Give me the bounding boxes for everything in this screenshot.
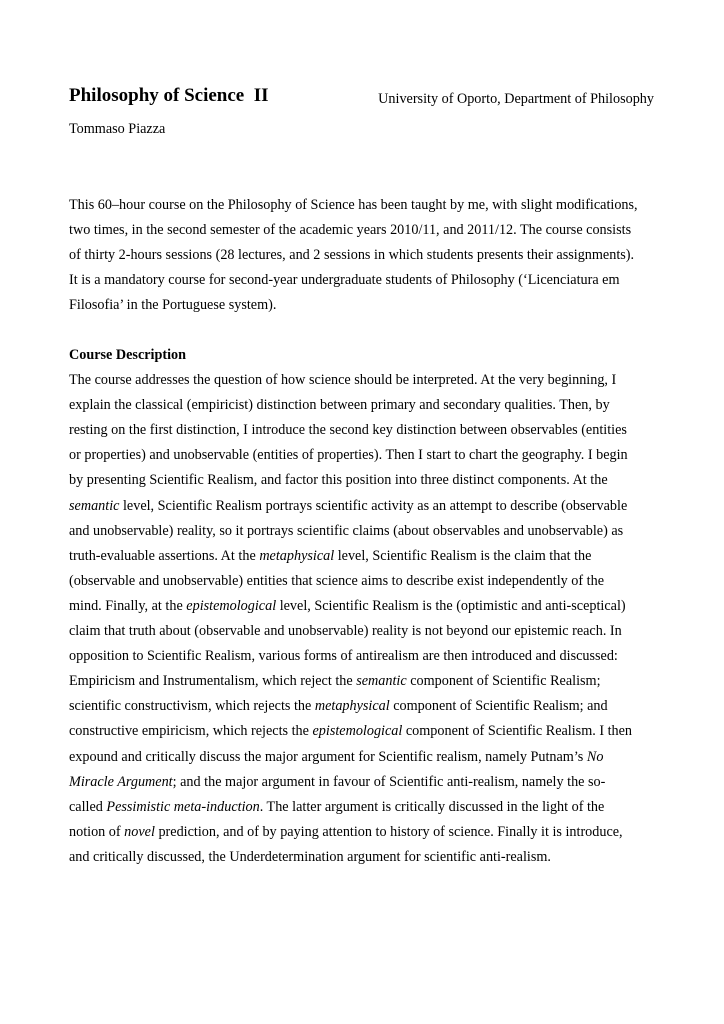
text-run: and critically discussed, the Underdetermination argument for scientific anti-realism. <box>69 848 551 865</box>
text-run: level, Scientific Realism is the claim that the <box>334 547 592 564</box>
body-line <box>69 368 665 393</box>
document-title: Philosophy of Science II <box>69 85 269 106</box>
italic-term: semantic <box>69 497 120 514</box>
italic-term: Pessimistic meta-induction <box>106 798 260 815</box>
text-run: component of Scientific Realism. I then <box>402 723 633 740</box>
text-run: mind. Finally, at the <box>69 597 187 614</box>
italic-term: semantic <box>356 673 407 690</box>
text-run: called <box>69 798 107 815</box>
italic-term: Miracle Argument <box>69 773 173 790</box>
body-line <box>69 418 665 443</box>
text-run: truth-evaluable assertions. At the <box>69 547 260 564</box>
text-run: (observable and unobservable) entities that science aims to describe exist independently of the <box>69 572 605 589</box>
body-line <box>69 669 665 694</box>
text-run: Empiricism and Instrumentalism, which reject the <box>69 673 357 690</box>
text-run: ; and the major argument in favour of Scientific anti-realism, namely the so- <box>172 773 606 790</box>
body-line <box>69 845 665 870</box>
author-name: Tommaso Piazza <box>69 121 166 137</box>
course-description-body <box>69 368 665 870</box>
text-run: prediction, and of by paying attention to history of science. Finally it is introduce, <box>154 823 623 840</box>
body-line <box>69 644 665 669</box>
body-line <box>69 393 665 418</box>
body-line <box>69 443 665 468</box>
text-run: opposition to Scientific Realism, various forms of antirealism are then introduced and discussed: <box>69 648 618 665</box>
text-run: The course addresses the question of how science should be interpreted. At the very beginning, I <box>69 372 617 389</box>
intro-line: two times, in the second semester of the academic years 2010/11, and 2011/12. The course consists <box>69 222 632 239</box>
course-description-section <box>69 343 665 870</box>
text-run: notion of <box>69 823 125 840</box>
intro-line: of thirty 2-hours sessions (28 lectures, and 2 sessions in which students presents their assignments). <box>69 247 635 264</box>
body-line <box>69 719 665 744</box>
text-run: component of Scientific Realism; and <box>389 698 608 715</box>
text-run: explain the classical (empiricist) distinction between primary and secondary qualities. Then, by <box>69 397 610 414</box>
intro-paragraph <box>69 193 665 318</box>
text-run: constructive empiricism, which rejects the <box>69 723 313 740</box>
intro-line: It is a mandatory course for second-year undergraduate students of Philosophy (‘Licenciatura em <box>69 272 620 289</box>
body-line <box>69 770 665 795</box>
body-line <box>69 519 665 544</box>
text-run: level, Scientific Realism is the (optimistic and anti-sceptical) <box>276 597 626 614</box>
text-run: component of Scientific Realism; <box>406 673 601 690</box>
section-heading: Course Description <box>69 347 187 363</box>
body-line <box>69 795 665 820</box>
italic-term: epistemological <box>312 723 403 740</box>
text-run: scientific constructivism, which rejects the <box>69 698 315 715</box>
body-line <box>69 468 665 493</box>
italic-term: metaphysical <box>314 698 390 715</box>
text-run: by presenting Scientific Realism, and factor this position into three distinct components. At the <box>69 472 608 489</box>
text-run: level, Scientific Realism portrays scientific activity as an attempt to describe (observable <box>119 497 628 514</box>
italic-term: novel <box>124 823 155 840</box>
text-run: . The latter argument is critically discussed in the light of the <box>259 798 605 815</box>
body-line <box>69 544 665 569</box>
body-line <box>69 494 665 519</box>
intro-line: This 60–hour course on the Philosophy of Science has been taught by me, with slight modifications, <box>69 197 638 213</box>
text-run: resting on the first distinction, I introduce the second key distinction between observables (entities <box>69 422 627 439</box>
body-line <box>69 619 665 644</box>
italic-term: epistemological <box>186 597 277 614</box>
body-line <box>69 594 665 619</box>
text-run: and unobservable) reality, so it portrays scientific claims (about observables and unobservable) as <box>69 522 624 539</box>
text-run: claim that truth about (observable and unobservable) reality is not beyond our epistemic reach. In <box>69 623 622 640</box>
text-run: or properties) and unobservable (entities of properties). Then I start to chart the geography. I begin <box>69 447 628 464</box>
affiliation: University of Oporto, Department of Philosophy <box>378 91 654 107</box>
italic-term: No <box>586 748 604 765</box>
body-line <box>69 694 665 719</box>
text-run: expound and critically discuss the major argument for Scientific realism, namely Putnam’s <box>69 748 587 765</box>
body-line <box>69 745 665 770</box>
intro-line: Filosofia’ in the Portuguese system). <box>69 297 277 314</box>
italic-term: metaphysical <box>259 547 335 564</box>
body-line <box>69 820 665 845</box>
body-line <box>69 569 665 594</box>
